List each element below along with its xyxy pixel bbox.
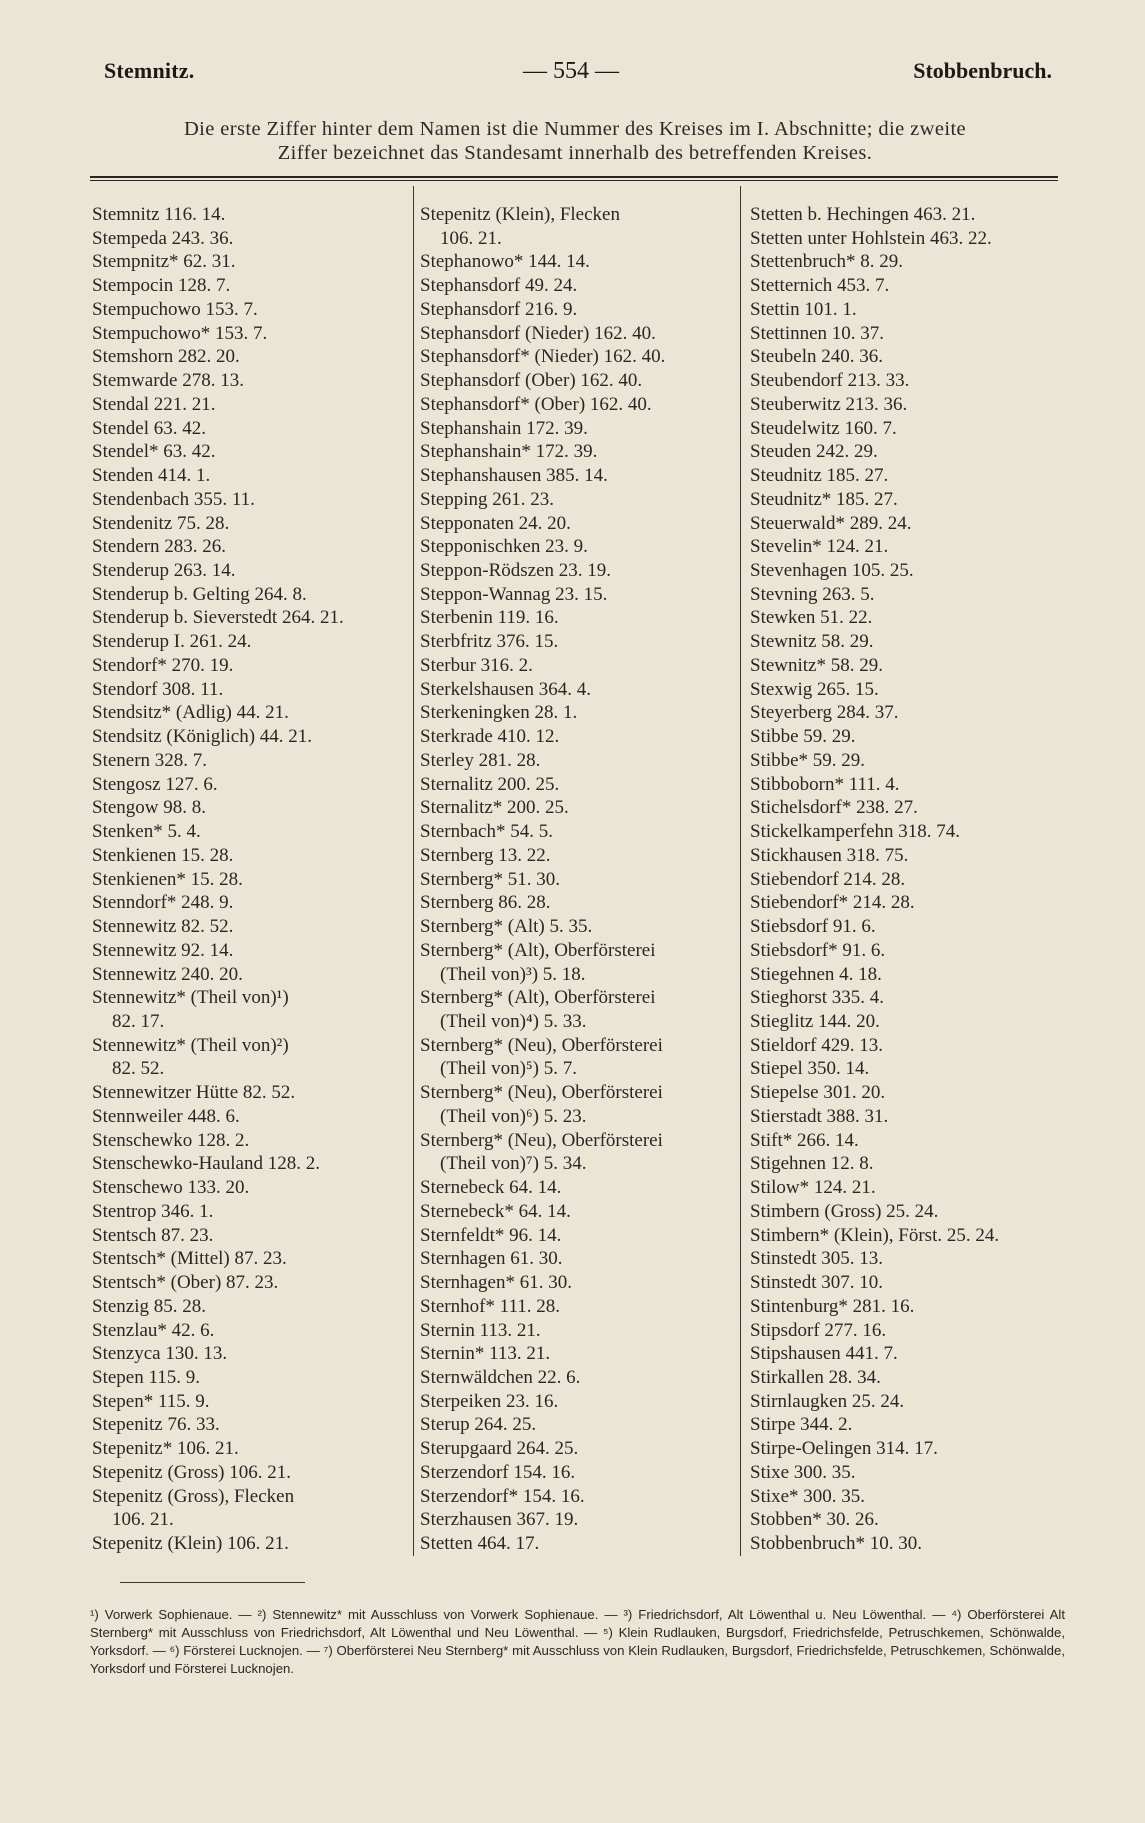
index-entry: Steyerberg 284. 37. <box>750 702 899 724</box>
index-entry: Stepen* 115. 9. <box>92 1390 210 1412</box>
index-entry: Stipsdorf 277. 16. <box>750 1319 887 1341</box>
index-entry: Stephanshain 172. 39. <box>420 417 588 439</box>
index-entry: Stemshorn 282. 20. <box>92 346 240 368</box>
index-entry: Sternhagen* 61. 30. <box>420 1272 572 1294</box>
index-entry: Stentsch* (Mittel) 87. 23. <box>92 1248 287 1270</box>
index-entry: Stepenitz (Klein), Flecken <box>420 204 620 225</box>
index-entry: Stenzlau* 42. 6. <box>92 1319 215 1341</box>
index-entry: Stentrop 346. 1. <box>92 1200 214 1222</box>
index-entry: Stettinnen 10. 37. <box>750 322 885 344</box>
index-entry: Stentsch* (Ober) 87. 23. <box>92 1272 279 1294</box>
index-entry: Sternhof* 111. 28. <box>420 1295 561 1317</box>
index-entry: Stickelkamperfehn 318. 74. <box>750 821 961 843</box>
index-entry: Sterupgaard 264. 25. <box>420 1438 579 1460</box>
index-entry: Sternberg* 51. 30. <box>420 868 561 890</box>
index-entry: Sternebeck 64. 14. <box>420 1177 562 1199</box>
index-entry: Stewken 51. 22. <box>750 607 873 629</box>
index-entry: Sternberg* (Neu), Oberförsterei <box>420 1129 663 1151</box>
index-entry: Sternin* 113. 21. <box>420 1343 551 1365</box>
index-entry: Stendel 63. 42. <box>92 417 206 439</box>
index-entry-continuation: 82. 17. <box>112 1010 165 1032</box>
running-head-right: Stobbenbruch. <box>913 58 1052 83</box>
index-entry: Stieldorf 429. 13. <box>750 1034 883 1056</box>
index-entry: Sterpeiken 23. 16. <box>420 1390 559 1412</box>
index-entry: Stenkienen 15. 28. <box>92 844 234 866</box>
index-entry: Stemnitz 116. 14. <box>92 204 226 225</box>
index-entry: Stobbenbruch* 10. 30. <box>750 1533 923 1555</box>
index-entry: Stempnitz* 62. 31. <box>92 251 236 273</box>
index-entry: Stennewitz 92. 14. <box>92 939 234 961</box>
index-entry: Sterkelshausen 364. 4. <box>420 678 591 700</box>
index-column-2 <box>420 203 742 1556</box>
index-entry: Stepenitz (Gross) 106. 21. <box>92 1461 291 1483</box>
index-entry: Stendal 221. 21. <box>92 393 216 415</box>
index-entry: Stettin 101. 1. <box>750 298 857 320</box>
index-entry: Steudnitz* 185. 27. <box>750 488 898 510</box>
index-entry: Stengow 98. 8. <box>92 797 206 819</box>
index-entry: Stiepel 350. 14. <box>750 1058 870 1080</box>
index-entry: Sternfeldt* 96. 14. <box>420 1224 562 1246</box>
index-entry: Stennewitz 82. 52. <box>92 916 234 938</box>
index-entry: Sternwäldchen 22. 6. <box>420 1366 581 1388</box>
index-entry: Steubeln 240. 36. <box>750 346 883 368</box>
index-entry: Sterup 264. 25. <box>420 1414 537 1436</box>
index-entry-continuation: (Theil von)⁷) 5. 34. <box>440 1153 587 1175</box>
index-entry: Stendenbach 355. 11. <box>92 488 255 510</box>
index-entry: Stendsitz* (Adlig) 44. 21. <box>92 702 289 724</box>
index-entry: Stempuchowo* 153. 7. <box>92 322 268 344</box>
index-entry: Stephansdorf 49. 24. <box>420 275 578 297</box>
index-entry: Stirpe-Oelingen 314. 17. <box>750 1438 938 1460</box>
index-entry: Stiebsdorf 91. 6. <box>750 916 876 938</box>
index-entry: Stephansdorf 216. 9. <box>420 298 578 320</box>
index-entry: Stendorf* 270. 19. <box>92 654 234 676</box>
index-entry: Sternberg* (Neu), Oberförsterei <box>420 1034 663 1056</box>
index-entry: Sternalitz 200. 25. <box>420 773 560 795</box>
index-entry: Stennewitzer Hütte 82. 52. <box>92 1082 296 1104</box>
index-entry: Sternebeck* 64. 14. <box>420 1200 571 1222</box>
index-entry: Stiebsdorf* 91. 6. <box>750 939 886 961</box>
index-entry: Sternalitz* 200. 25. <box>420 797 569 819</box>
index-entry: Sternberg* (Alt), Oberförsterei <box>420 939 656 961</box>
index-entry: Steppon-Wannag 23. 15. <box>420 583 608 605</box>
index-entry-continuation: (Theil von)⁶) 5. 23. <box>440 1105 587 1127</box>
index-entry: Stettenbruch* 8. 29. <box>750 251 904 273</box>
index-entry: Stepenitz 76. 33. <box>92 1414 220 1436</box>
index-entry: Stichelsdorf* 238. 27. <box>750 797 918 819</box>
index-entry: Stickhausen 318. 75. <box>750 844 909 866</box>
index-entry: Stepping 261. 23. <box>420 488 555 510</box>
index-entry: Sterzendorf 154. 16. <box>420 1461 576 1483</box>
explanatory-note <box>90 117 1060 165</box>
index-entry: Sterkrade 410. 12. <box>420 726 560 748</box>
index-entry-continuation: (Theil von)³) 5. 18. <box>440 963 586 985</box>
index-entry: Stenndorf* 248. 9. <box>92 892 234 914</box>
index-entry: Stieglitz 144. 20. <box>750 1010 880 1032</box>
index-entry: Stendorf 308. 11. <box>92 678 224 700</box>
index-entry: Sternberg 13. 22. <box>420 844 551 866</box>
index-entry: Stenderup b. Gelting 264. 8. <box>92 583 307 605</box>
index-entry: Stiebendorf* 214. 28. <box>750 892 915 914</box>
index-entry: Stenschewko-Hauland 128. 2. <box>92 1153 320 1175</box>
index-entry: Stennewitz* (Theil von)²) <box>92 1034 289 1056</box>
index-entry: Stephansdorf* (Ober) 162. 40. <box>420 393 652 415</box>
index-entry: Stephansdorf (Ober) 162. 40. <box>420 370 643 392</box>
header-rule <box>90 176 1058 178</box>
index-entry: Stevenhagen 105. 25. <box>750 560 914 582</box>
index-entry: Stierstadt 388. 31. <box>750 1105 889 1127</box>
index-entry: Steuberwitz 213. 36. <box>750 393 908 415</box>
index-entry: Stevning 263. 5. <box>750 583 875 605</box>
index-entry: Sternberg* (Alt) 5. 35. <box>420 916 593 938</box>
index-entry: Sterbfritz 376. 15. <box>420 631 559 653</box>
index-entry: Stendern 283. 26. <box>92 536 227 558</box>
running-head-left: Stemnitz. <box>104 58 195 83</box>
index-entry: Steubendorf 213. 33. <box>750 370 910 392</box>
index-entry: Stieghorst 335. 4. <box>750 987 885 1009</box>
header-rule-thin <box>90 180 1058 181</box>
index-entry: Stenzig 85. 28. <box>92 1295 206 1317</box>
index-entry: Stepponaten 24. 20. <box>420 512 571 534</box>
index-entry: Stetternich 453. 7. <box>750 275 890 297</box>
index-entry: Stipshausen 441. 7. <box>750 1343 898 1365</box>
index-entry: Stendenitz 75. 28. <box>92 512 230 534</box>
index-entry: Stenschewko 128. 2. <box>92 1129 250 1151</box>
footnote-rule <box>120 1582 305 1583</box>
index-entry: Stibbe 59. 29. <box>750 726 856 748</box>
index-entry: Steudelwitz 160. 7. <box>750 417 897 439</box>
page-number: — 554 — <box>523 58 619 84</box>
index-entry: Stenken* 5. 4. <box>92 821 201 843</box>
index-entry: Stenderup 263. 14. <box>92 560 236 582</box>
column-divider <box>413 186 414 1556</box>
index-entry: Stempocin 128. 7. <box>92 275 231 297</box>
index-entry: Stenern 328. 7. <box>92 749 208 771</box>
index-entry: Stemwarde 278. 13. <box>92 370 244 392</box>
index-entry-continuation: 106. 21. <box>440 227 502 249</box>
index-entry: Stinstedt 305. 13. <box>750 1248 884 1270</box>
index-entry: Stift* 266. 14. <box>750 1129 859 1151</box>
index-entry: Sterkeningken 28. 1. <box>420 702 578 724</box>
index-entry: Stiebendorf 214. 28. <box>750 868 906 890</box>
index-entry: Stobben* 30. 26. <box>750 1509 879 1531</box>
index-entry: Stetten b. Hechingen 463. 21. <box>750 204 976 225</box>
index-entry: Sternberg* (Neu), Oberförsterei <box>420 1082 663 1104</box>
index-entry: Stenderup b. Sieverstedt 264. 21. <box>92 607 344 629</box>
index-entry: Stirnlaugken 25. 24. <box>750 1390 905 1412</box>
index-entry: Stephanshausen 385. 14. <box>420 465 608 487</box>
index-entry: Stenschewo 133. 20. <box>92 1177 250 1199</box>
index-entry: Stengosz 127. 6. <box>92 773 218 795</box>
index-entry: Stirkallen 28. 34. <box>750 1366 881 1388</box>
index-entry: Stixe 300. 35. <box>750 1461 856 1483</box>
index-entry: Steuerwald* 289. 24. <box>750 512 912 534</box>
index-column-1 <box>92 203 410 1556</box>
index-entry: Sternhagen 61. 30. <box>420 1248 563 1270</box>
index-entry: Stenden 414. 1. <box>92 465 211 487</box>
index-entry: Stexwig 265. 15. <box>750 678 879 700</box>
index-entry: Stixe* 300. 35. <box>750 1485 866 1507</box>
footnote-text: ¹) Vorwerk Sophienaue. — ²) Stennewitz* mit Ausschluss von Vorwerk Sophienaue. — ³) Friedrichsdorf, Alt Löwenthal u. Neu Löwenthal. — ⁴) Oberförsterei Alt Sternberg* mit Ausschluss von Friedrichsdorf, Alt Löwenthal und Neu Löwenthal. — ⁵) Klein Rudlauken, Burgsdorf, Friedrichsfelde, Petruschkemen, Schönwalde, Yorksdorf. — ⁶) Försterei Lucknojen. — ⁷) Oberförsterei Neu Sternberg* mit Ausschluss von Klein Rudlauken, Burgsdorf, Friedrichsfelde, Petruschkemen, Schönwalde, Yorksdorf und Försterei Lucknojen. <box>90 1607 1065 1676</box>
index-entry: Stephanshain* 172. 39. <box>420 441 598 463</box>
index-entry: Stendel* 63. 42. <box>92 441 216 463</box>
index-entry: Sternberg* (Alt), Oberförsterei <box>420 987 656 1009</box>
index-entry: Stilow* 124. 21. <box>750 1177 876 1199</box>
index-entry: Sterzhausen 367. 19. <box>420 1509 579 1531</box>
index-entry: Stirpe 344. 2. <box>750 1414 853 1436</box>
index-entry: Steppon-Rödszen 23. 19. <box>420 560 612 582</box>
index-entry: Stiepelse 301. 20. <box>750 1082 886 1104</box>
index-entry: Stepen 115. 9. <box>92 1366 201 1388</box>
index-entry: Stennweiler 448. 6. <box>92 1105 240 1127</box>
index-entry: Stintenburg* 281. 16. <box>750 1295 915 1317</box>
index-entry: Steuden 242. 29. <box>750 441 878 463</box>
index-entry: Sterzendorf* 154. 16. <box>420 1485 585 1507</box>
index-entry: Sternbach* 54. 5. <box>420 821 553 843</box>
index-entry: Stephansdorf (Nieder) 162. 40. <box>420 322 656 344</box>
page-header <box>90 58 1052 92</box>
index-entry: Stimbern (Gross) 25. 24. <box>750 1200 939 1222</box>
index-entry: Stepenitz (Klein) 106. 21. <box>92 1533 289 1555</box>
index-entry: Stempuchowo 153. 7. <box>92 298 258 320</box>
index-entry: Stenkienen* 15. 28. <box>92 868 243 890</box>
index-entry-continuation: (Theil von)⁵) 5. 7. <box>440 1058 577 1080</box>
index-entry: Stephansdorf* (Nieder) 162. 40. <box>420 346 666 368</box>
note-line: Ziffer bezeichnet das Standesamt innerhalb des betreffenden Kreises. <box>277 142 873 164</box>
index-entry-continuation: 82. 52. <box>112 1058 165 1080</box>
index-entry: Stenderup I. 261. 24. <box>92 631 252 653</box>
index-entry: Stepenitz* 106. 21. <box>92 1438 239 1460</box>
index-entry: Stennewitz* (Theil von)¹) <box>92 987 289 1009</box>
index-entry: Stibbe* 59. 29. <box>750 749 866 771</box>
index-entry: Stenzyca 130. 13. <box>92 1343 228 1365</box>
index-entry: Stentsch 87. 23. <box>92 1224 214 1246</box>
index-entry: Stewnitz* 58. 29. <box>750 654 883 676</box>
index-entry: Stiegehnen 4. 18. <box>750 963 882 985</box>
index-entry: Sterbenin 119. 16. <box>420 607 559 629</box>
index-entry: Stetten unter Hohlstein 463. 22. <box>750 227 992 249</box>
index-entry-continuation: (Theil von)⁴) 5. 33. <box>440 1010 587 1032</box>
index-entry: Stimbern* (Klein), Först. 25. 24. <box>750 1224 1000 1246</box>
index-entry: Stibboborn* 111. 4. <box>750 773 900 795</box>
index-entry: Sternberg 86. 28. <box>420 892 551 914</box>
index-entry: Stinstedt 307. 10. <box>750 1272 884 1294</box>
index-entry: Stetten 464. 17. <box>420 1533 540 1555</box>
index-entry-continuation: 106. 21. <box>112 1509 174 1531</box>
note-line: Die erste Ziffer hinter dem Namen ist die Nummer des Kreises im I. Abschnitte; die zweite <box>183 118 967 140</box>
index-entry: Sternin 113. 21. <box>420 1319 541 1341</box>
index-entry: Stewnitz 58. 29. <box>750 631 874 653</box>
index-entry: Stephanowo* 144. 14. <box>420 251 590 273</box>
index-entry: Stepenitz (Gross), Flecken <box>92 1485 295 1507</box>
index-entry: Stennewitz 240. 20. <box>92 963 243 985</box>
index-entry: Stigehnen 12. 8. <box>750 1153 874 1175</box>
index-entry: Sterbur 316. 2. <box>420 654 533 676</box>
index-column-3 <box>750 203 1070 1556</box>
footnotes <box>90 1606 1065 1678</box>
index-entry: Steudnitz 185. 27. <box>750 465 889 487</box>
index-entry: Stepponischken 23. 9. <box>420 536 588 558</box>
index-entry: Stendsitz (Königlich) 44. 21. <box>92 726 313 748</box>
index-entry: Sterley 281. 28. <box>420 749 541 771</box>
index-entry: Stevelin* 124. 21. <box>750 536 889 558</box>
index-entry: Stempeda 243. 36. <box>92 227 234 249</box>
